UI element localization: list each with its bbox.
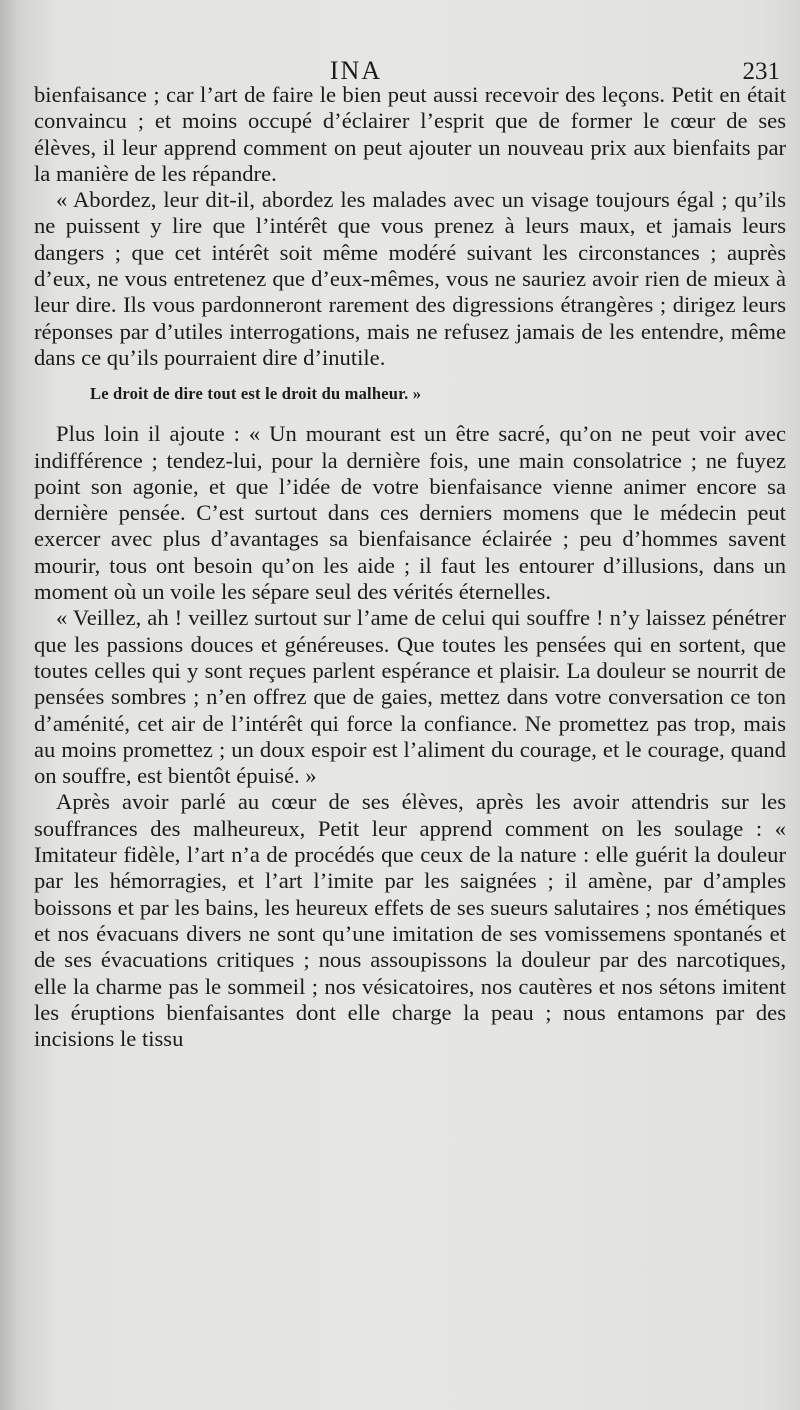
paragraph-plus-loin: Plus loin il ajoute : « Un mourant est un être sacré, qu’on ne peut voir avec indifférence ; tendez-lui, pour la dernière fois, une main consolatrice ; ne fuyez point son agonie, et que l’idée de votre bienfaisance vienne animer encore sa dernière pensée. C’est surtout dans ces derniers momens que le médecin peut exercer avec plus d’avantages sa bienfaisance éclairée ; peu d’hommes savent mourir, tous ont besoin qu’on les aide ; il faut les entourer d’illusions, dans un moment où un voile les sépare seul des vérités éternelles. [34,421,786,605]
page-number: 231 [742,58,780,85]
running-head: INA [329,56,383,85]
verse-line: Le droit de dire tout est le droit du malheur. » [90,384,422,404]
paragraph-apres-avoir: Après avoir parlé au cœur de ses élèves, après les avoir attendris sur les souffrances des malheureux, Petit leur apprend comment on les soulage : « Imitateur fidèle, l’art n’a de procédés que ceux de la nature : elle guérit la douleur par les hémorragies, et l’art l’imite par les saignées ; il amène, par d’amples boissons et par les bains, les heureux effets de ses sueurs salutaires ; nos émétiques et nos évacuans divers ne sont qu’une imitation de ses vomissemens spontanés et de ses évacuations critiques ; nous assoupissons la douleur par des narcotiques, elle la charme pas le sommeil ; nos vésicatoires, nos cautères et nos sétons imitent les éruptions bienfaisantes dont elle charge la peau ; nous entamons par des incisions le tissu [34,789,786,1052]
paragraph-veillez: « Veillez, ah ! veillez surtout sur l’ame de celui qui souffre ! n’y laissez pénétrer que les passions douces et généreuses. Que toutes les pensées qui en sortent, que toutes celles qui y sont reçues parlent espérance et plaisir. La douleur se nourrit de pensées sombres ; n’en offrez que de gaies, mettez dans votre conversation ce ton d’aménité, cet air de l’intérêt qui force la confiance. Ne promettez pas trop, mais au moins promettez ; un doux espoir est l’aliment du courage, et le courage, quand on souffre, est bientôt épuisé. » [34,605,786,789]
body-text [34,82,786,1052]
paragraph-continuation: bienfaisance ; car l’art de faire le bien peut aussi recevoir des leçons. Petit en était convaincu ; et moins occupé d’éclairer l’esprit que de former le cœur de ses élèves, il leur apprend comment on peut ajouter un nouveau prix aux bienfaits par la manière de les répandre. [34,82,786,186]
paragraph-quote-abordez: « Abordez, leur dit-il, abordez les malades avec un visage toujours égal ; qu’ils ne puissent y lire que l’intérêt que vous prenez à leurs maux, et jamais leurs dangers ; que cet intérêt soit même modéré suivant les circonstances ; auprès d’eux, ne vous entretenez que d’eux-mêmes, vous ne sauriez avoir rien de mieux à leur dire. Ils vous pardonneront rarement des digressions étrangères ; dirigez leurs réponses par d’utiles interrogations, mais ne refusez jamais de les entendre, même dans ce qu’ils pourraient dire d’inutile. [34,187,786,370]
